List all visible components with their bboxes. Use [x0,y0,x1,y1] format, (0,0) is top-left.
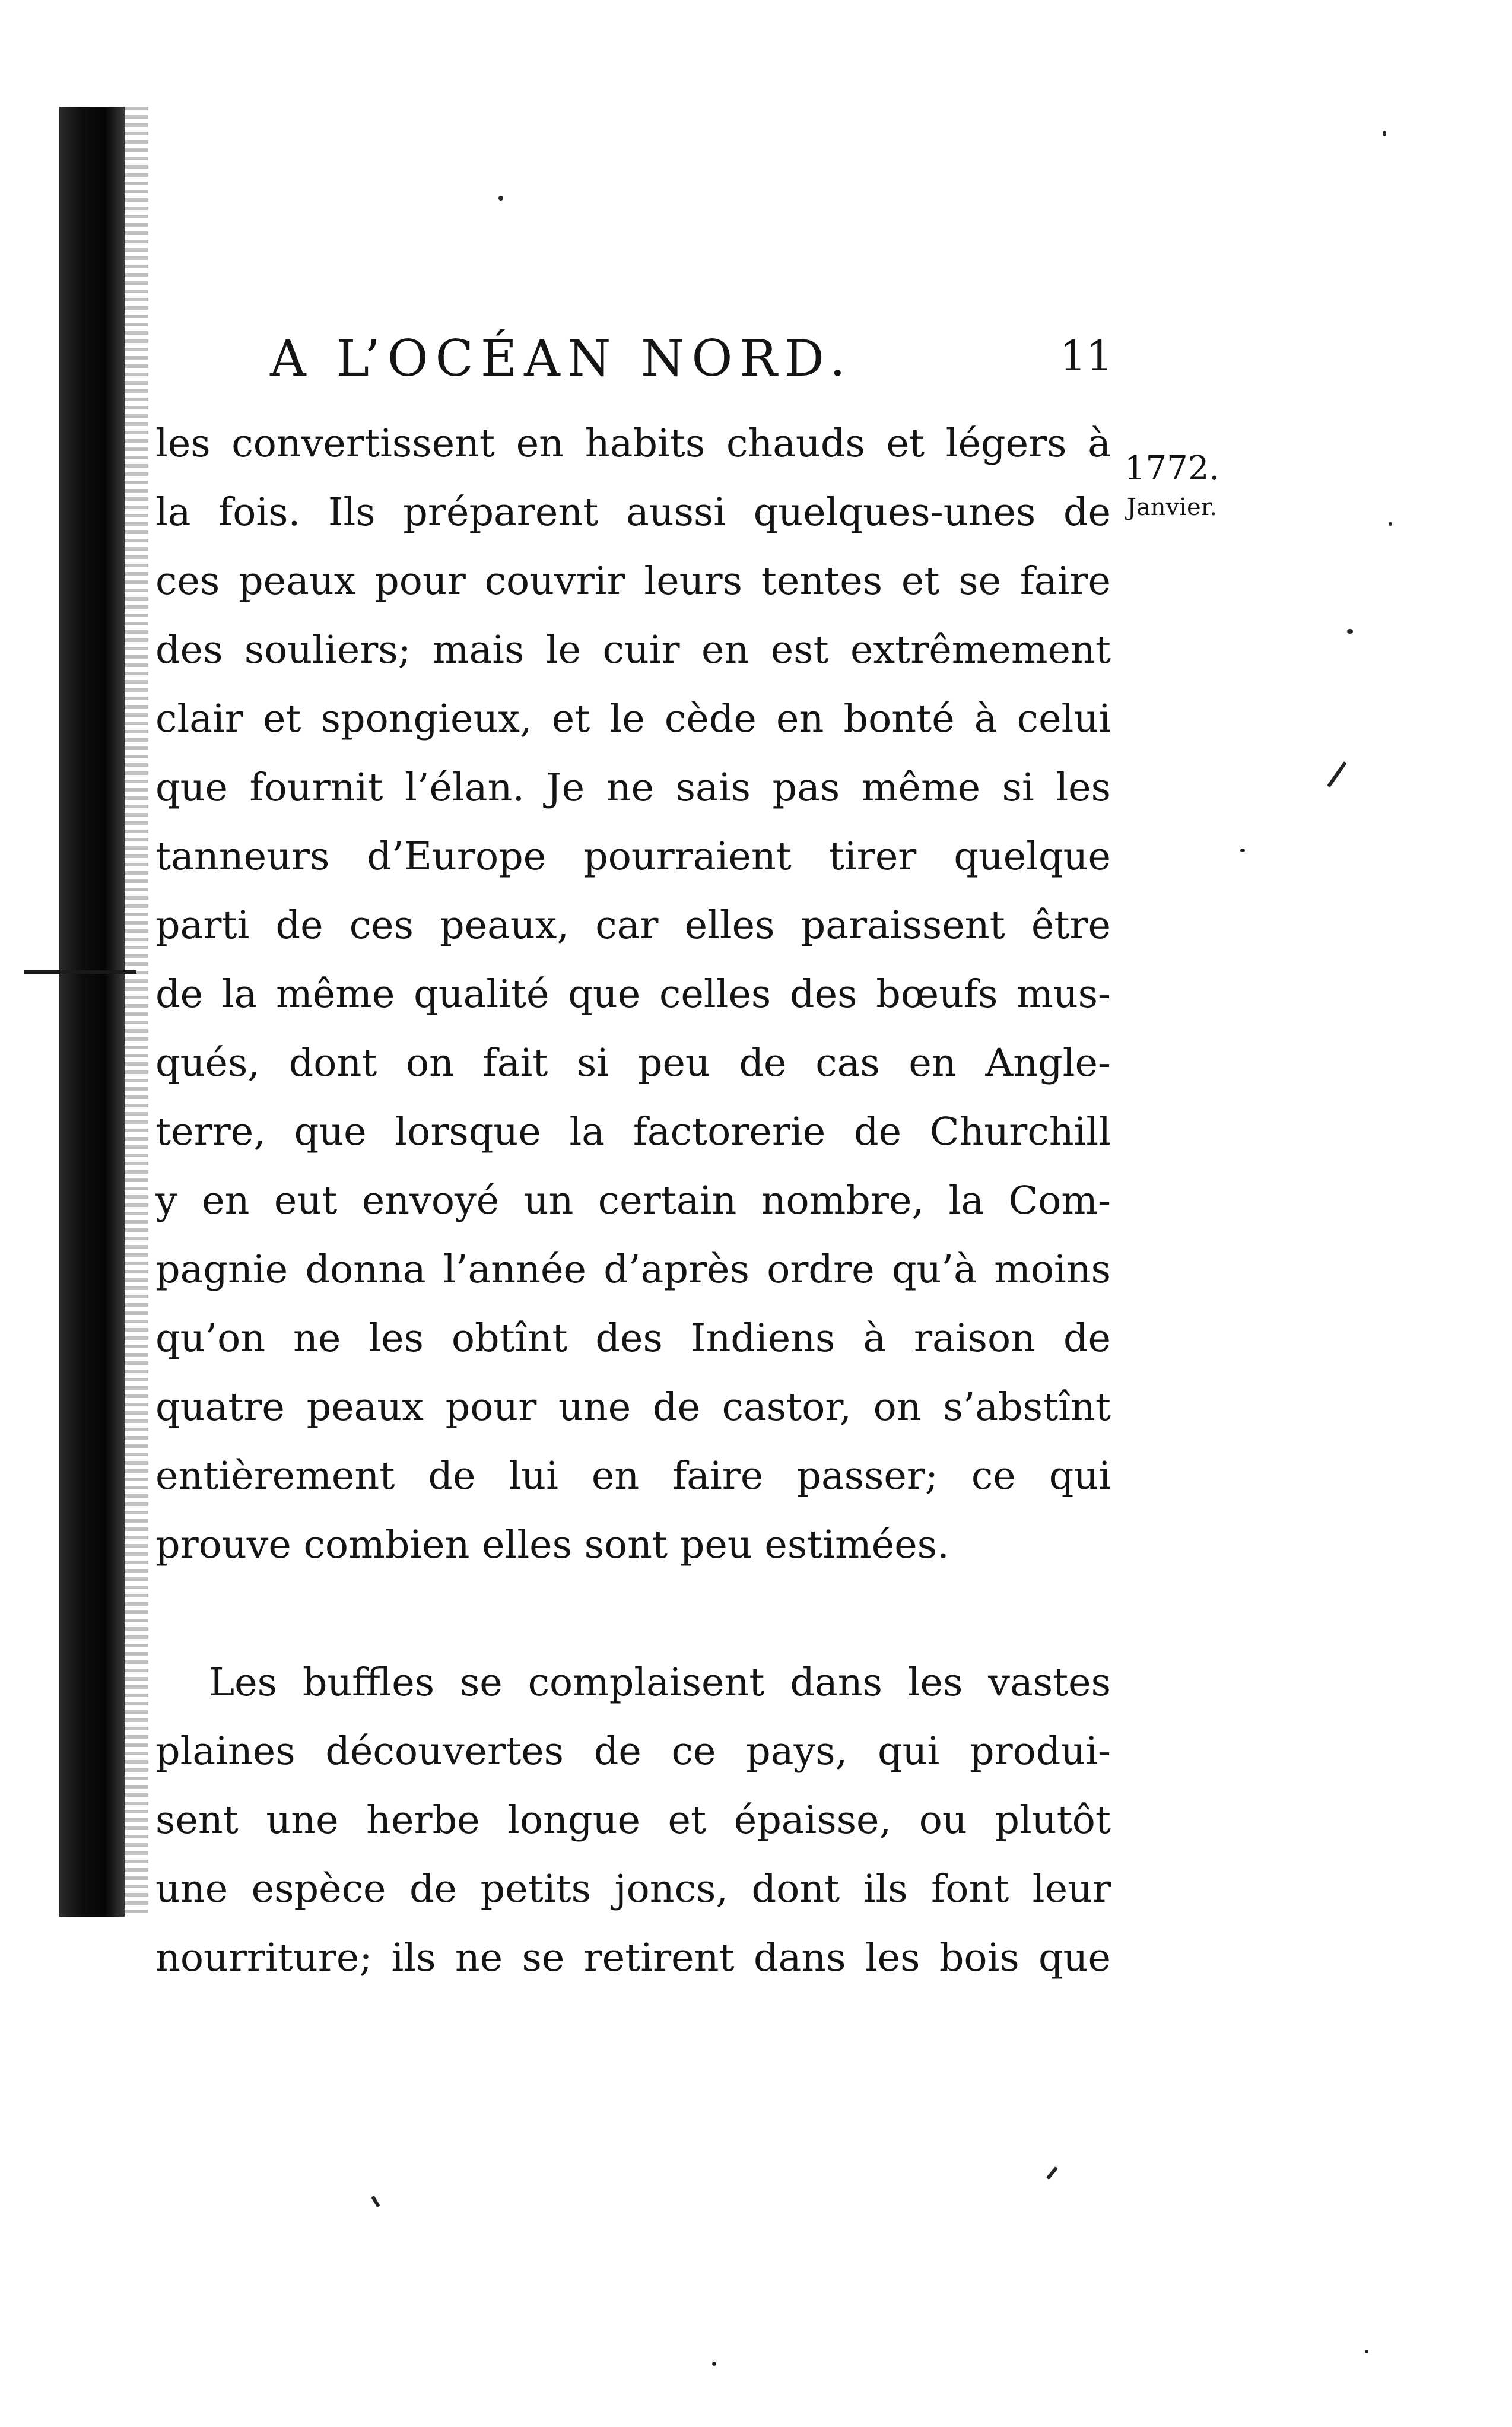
text-line: de la même qualité que celles des bœufs mus- [155,972,1111,1016]
text-line: entièrement de lui en faire passer; ce qui [155,1454,1111,1498]
text-line: nourriture; ils ne se retirent dans les bois que [155,1936,1111,1980]
text-line: une espèce de petits joncs, dont ils font leur [155,1867,1111,1911]
scanned-binding-edge [59,107,125,1917]
text-line: terre, que lorsque la factorerie de Churchill [155,1110,1111,1154]
margin-note [1104,451,1240,522]
text-line: que fournit l’élan. Je ne sais pas même si les [155,765,1111,810]
margin-note-month: Janvier. [1126,494,1218,521]
body-text [155,409,1111,1993]
text-line: qués, dont on fait si peu de cas en Angle- [155,1041,1111,1085]
text-line: Les buffles se complaisent dans les vastes [209,1660,1111,1705]
paragraph-1 [155,409,1111,1580]
text-line: parti de ces peaux, car elles paraissent être [155,903,1111,948]
text-line: prouve combien elles sont peu estimées. [155,1523,949,1567]
binding-mark [24,970,136,974]
text-line: sent une herbe longue et épaisse, ou plutôt [155,1798,1111,1843]
text-line: pagnie donna l’année d’après ordre qu’à moins [155,1247,1111,1292]
text-line: ces peaux pour couvrir leurs tentes et se faire [155,559,1111,603]
paragraph-2 [155,1648,1111,1993]
margin-note-year: 1772. [1124,449,1220,488]
running-head [270,329,1113,395]
text-line: la fois. Ils préparent aussi quelques-unes de [155,490,1111,535]
text-line: qu’on ne les obtînt des Indiens à raison de [155,1316,1111,1361]
running-title: A L’OCÉAN NORD. [270,329,853,387]
text-line: plaines découvertes de ce pays, qui produi- [155,1729,1111,1774]
text-line: des souliers; mais le cuir en est extrêmement [155,628,1111,672]
text-line: les convertissent en habits chauds et légers à [155,421,1111,466]
text-line: quatre peaux pour une de castor, on s’abstînt [155,1385,1111,1429]
text-line: y en eut envoyé un certain nombre, la Com- [155,1178,1111,1223]
page-number: 11 [1059,332,1113,380]
text-line: tanneurs d’Europe pourraient tirer quelque [155,834,1111,879]
text-line: clair et spongieux, et le cède en bonté à celui [155,697,1111,741]
